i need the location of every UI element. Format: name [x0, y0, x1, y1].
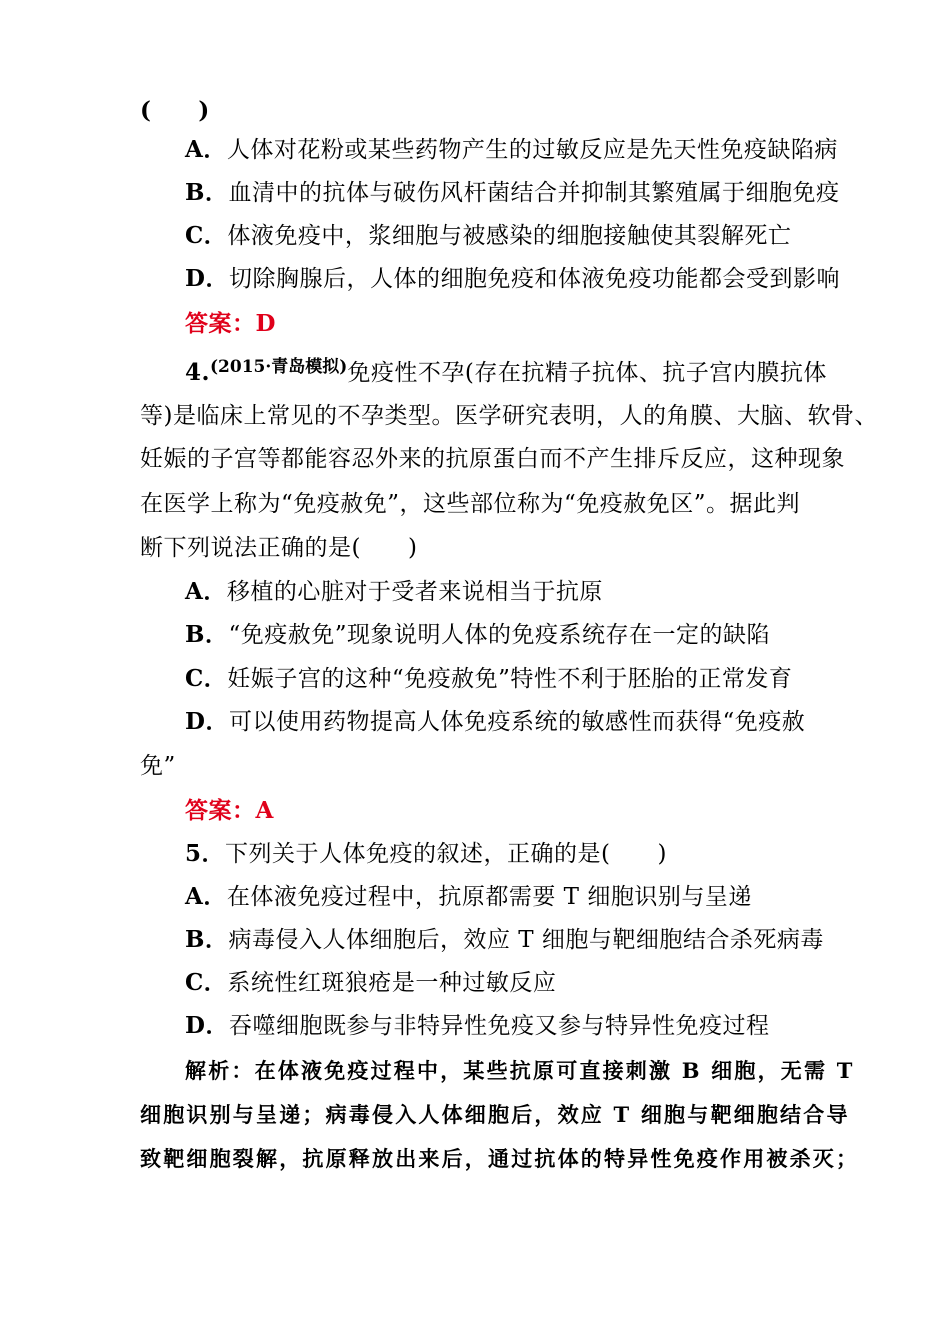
option-letter: B．: [185, 179, 229, 206]
option-letter: C．: [185, 665, 228, 692]
question-source: (2015·青岛模拟): [210, 357, 348, 377]
option-letter: C．: [185, 969, 228, 996]
option-text: 切除胸腺后，人体的细胞免疫和体液免疫功能都会受到影响: [228, 266, 840, 292]
analysis-text: 在体液免疫过程中，某些抗原可直接刺激 B 细胞，无需 T: [254, 1058, 855, 1083]
q5-option-c: [185, 968, 556, 998]
stem-text: 下列关于人体免疫的叙述，正确的是( ): [225, 841, 667, 867]
q4-stem-first-line: [185, 358, 827, 390]
q3-option-c: [185, 221, 791, 251]
q4-stem-line: 在医学上称为“免疫赦免”，这些部位称为“免疫赦免区”。据此判: [140, 491, 801, 517]
analysis-label: 解析：: [185, 1058, 255, 1083]
q4-option-d-continuation: 免”: [140, 753, 176, 779]
option-text: 在体液免疫过程中，抗原都需要 T 细胞识别与呈递: [226, 884, 752, 910]
q4-stem-line: 妊娠的子宫等都能容忍外来的抗原蛋白而不产生排斥反应，这种现象: [140, 446, 845, 472]
option-letter: D．: [185, 265, 229, 292]
option-letter: A．: [185, 136, 227, 163]
q5-option-d: [185, 1011, 769, 1041]
option-text: 系统性红斑狼疮是一种过敏反应: [227, 970, 557, 996]
q4-answer: 答案：A: [185, 797, 274, 824]
option-letter: D．: [185, 708, 229, 735]
q5-option-a: [185, 882, 752, 912]
q5-analysis-first-line: [185, 1056, 855, 1086]
q4-option-d: [185, 707, 805, 737]
option-text: 血清中的抗体与破伤风杆菌结合并抑制其繁殖属于细胞免疫: [228, 180, 840, 206]
option-text: 吞噬细胞既参与非特异性免疫又参与特异性免疫过程: [228, 1013, 770, 1039]
q3-bracket: ( ): [140, 97, 210, 124]
option-text: 可以使用药物提高人体免疫系统的敏感性而获得“免疫赦: [228, 709, 806, 735]
q4-option-b: [185, 620, 770, 650]
option-text: 体液免疫中，浆细胞与被感染的细胞接触使其裂解死亡: [227, 223, 792, 249]
option-letter: B．: [185, 621, 229, 648]
option-letter: A．: [185, 883, 227, 910]
option-letter: C．: [185, 222, 228, 249]
option-text: 移植的心脏对于受者来说相当于抗原: [226, 579, 603, 605]
option-letter: A．: [185, 578, 227, 605]
q4-option-a: [185, 577, 603, 607]
q4-option-c: [185, 664, 792, 694]
option-letter: B．: [185, 926, 229, 953]
option-text: “免疫赦免”现象说明人体的免疫系统存在一定的缺陷: [228, 622, 770, 648]
q5-stem: [185, 839, 667, 869]
q3-answer: 答案：D: [185, 310, 276, 337]
q4-stem-line: 断下列说法正确的是( ): [140, 535, 418, 561]
question-number: 4.: [185, 359, 211, 386]
q5-analysis-line: 细胞识别与呈递；病毒侵入人体细胞后，效应 T 细胞与靶细胞结合导: [140, 1102, 850, 1127]
q3-option-a: [185, 135, 838, 165]
q5-analysis-line: 致靶细胞裂解，抗原释放出来后，通过抗体的特异性免疫作用被杀灭；: [140, 1146, 860, 1171]
q3-option-d: [185, 264, 840, 294]
option-letter: D．: [185, 1012, 229, 1039]
stem-text: 免疫性不孕(存在抗精子抗体、抗子宫内膜抗体: [347, 360, 827, 386]
option-text: 妊娠子宫的这种“免疫赦免”特性不利于胚胎的正常发育: [227, 666, 793, 692]
q4-stem-line: 等)是临床上常见的不孕类型。医学研究表明，人的角膜、大脑、软骨、: [140, 403, 878, 429]
question-number: 5．: [185, 840, 226, 867]
option-text: 病毒侵入人体细胞后，效应 T 细胞与靶细胞结合杀死病毒: [228, 927, 824, 953]
q5-option-b: [185, 925, 824, 955]
q3-option-b: [185, 178, 839, 208]
option-text: 人体对花粉或某些药物产生的过敏反应是先天性免疫缺陷病: [226, 137, 838, 163]
